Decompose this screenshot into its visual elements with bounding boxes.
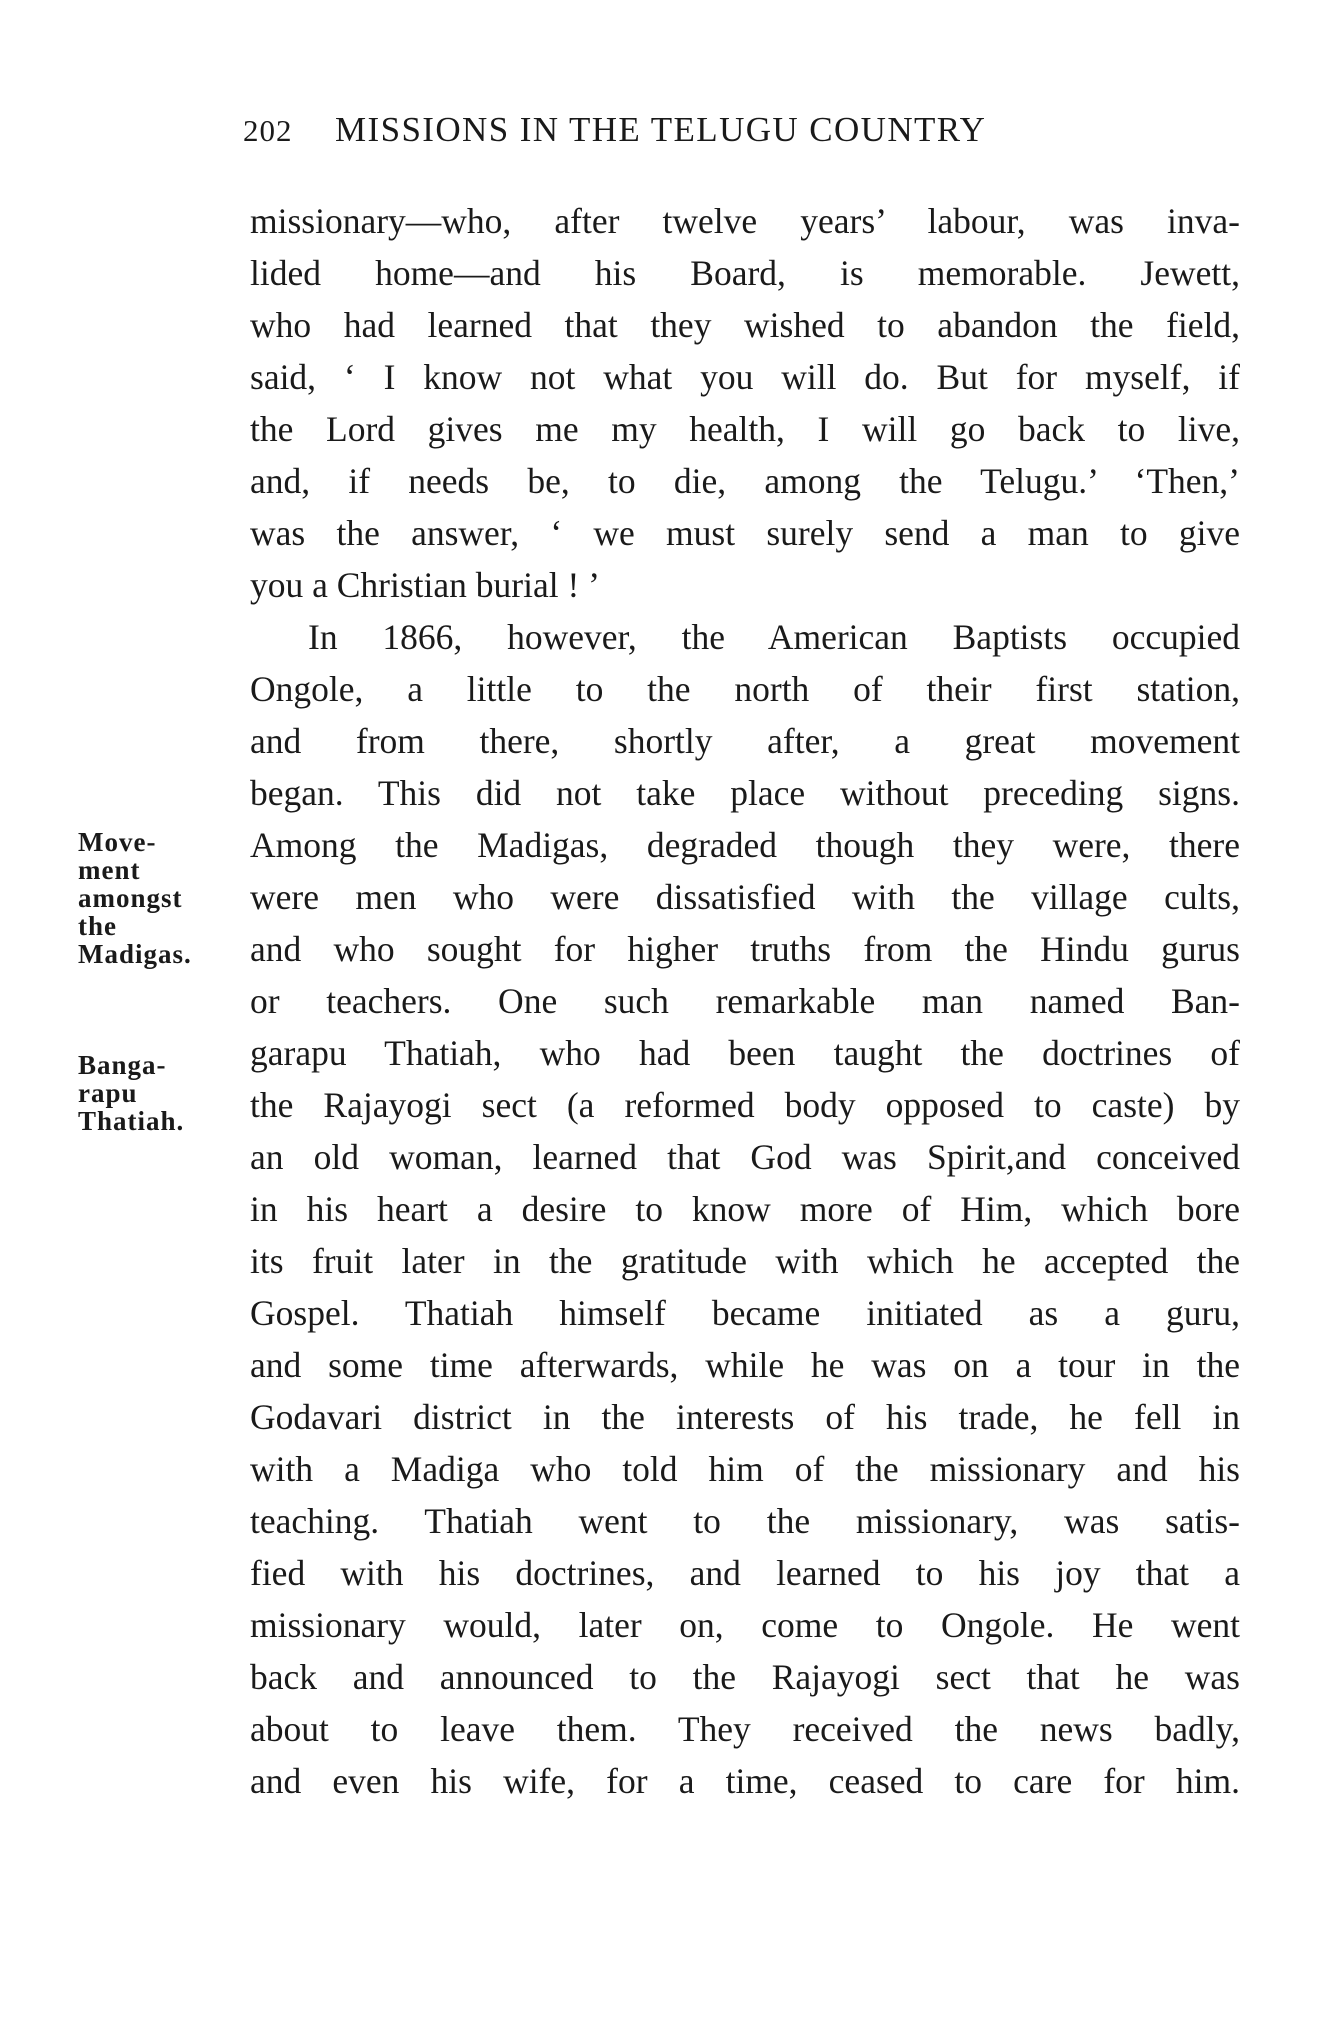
text-line: the Rajayogi sect (a reformed body opposed to caste) by xyxy=(250,1085,1240,1125)
text-line: Among the Madigas, degraded though they were, there xyxy=(250,825,1240,865)
text-line: In 1866, however, the American Baptists occupied xyxy=(308,617,1240,657)
text-line: and even his wife, for a time, ceased to care for him. xyxy=(250,1761,1240,1801)
text-line: Godavari district in the interests of his trade, he fell in xyxy=(250,1397,1240,1437)
text-line: in his heart a desire to know more of Him, which bore xyxy=(250,1189,1240,1229)
side-note-line: Thatiah. xyxy=(78,1106,185,1136)
text-line: missionary would, later on, come to Ongole. He went xyxy=(250,1605,1240,1645)
running-head xyxy=(243,110,1243,160)
text-line: about to leave them. They received the news badly, xyxy=(250,1709,1240,1749)
text-line: teaching. Thatiah went to the missionary, was satis- xyxy=(250,1501,1240,1541)
text-line: who had learned that they wished to abandon the field, xyxy=(250,305,1240,345)
page-number: 202 xyxy=(243,113,293,148)
text-line: an old woman, learned that God was Spirit,and conceived xyxy=(250,1137,1240,1177)
text-line: or teachers. One such remarkable man named Ban- xyxy=(250,981,1240,1021)
side-note-line: rapu xyxy=(78,1078,138,1108)
side-note-line: Move- xyxy=(78,827,157,857)
text-line: and some time afterwards, while he was on a tour in the xyxy=(250,1345,1240,1385)
side-note-line: amongst xyxy=(78,883,183,913)
side-note-line: Banga- xyxy=(78,1050,167,1080)
text-line: said, ‘ I know not what you will do. But for myself, if xyxy=(250,357,1240,397)
text-line: its fruit later in the gratitude with which he accepted the xyxy=(250,1241,1240,1281)
text-line: Ongole, a little to the north of their first station, xyxy=(250,669,1240,709)
side-note-line: ment xyxy=(78,855,141,885)
body-text xyxy=(250,195,1240,1807)
text-line: missionary—who, after twelve years’ labour, was inva- xyxy=(250,201,1240,241)
text-line: the Lord gives me my health, I will go back to live, xyxy=(250,409,1240,449)
text-line: you a Christian burial ! ’ xyxy=(250,565,600,605)
text-line: lided home—and his Board, is memorable. Jewett, xyxy=(250,253,1240,293)
text-line: began. This did not take place without preceding signs. xyxy=(250,773,1240,813)
text-line: and from there, shortly after, a great movement xyxy=(250,721,1240,761)
text-line: and who sought for higher truths from the Hindu gurus xyxy=(250,929,1240,969)
running-title: MISSIONS IN THE TELUGU COUNTRY xyxy=(335,110,987,149)
text-line: garapu Thatiah, who had been taught the doctrines of xyxy=(250,1033,1240,1073)
text-line: was the answer, ‘ we must surely send a man to give xyxy=(250,513,1240,553)
text-line: were men who were dissatisfied with the village cults, xyxy=(250,877,1240,917)
text-line: and, if needs be, to die, among the Telugu.’ ‘Then,’ xyxy=(250,461,1240,501)
text-line: back and announced to the Rajayogi sect that he was xyxy=(250,1657,1240,1697)
side-note-line: the xyxy=(78,911,117,941)
side-note-line: Madigas. xyxy=(78,939,192,969)
side-note-movement xyxy=(78,828,192,968)
text-line: fied with his doctrines, and learned to his joy that a xyxy=(250,1553,1240,1593)
text-line: with a Madiga who told him of the missionary and his xyxy=(250,1449,1240,1489)
side-note-thatiah xyxy=(78,1051,184,1135)
text-line: Gospel. Thatiah himself became initiated as a guru, xyxy=(250,1293,1240,1333)
